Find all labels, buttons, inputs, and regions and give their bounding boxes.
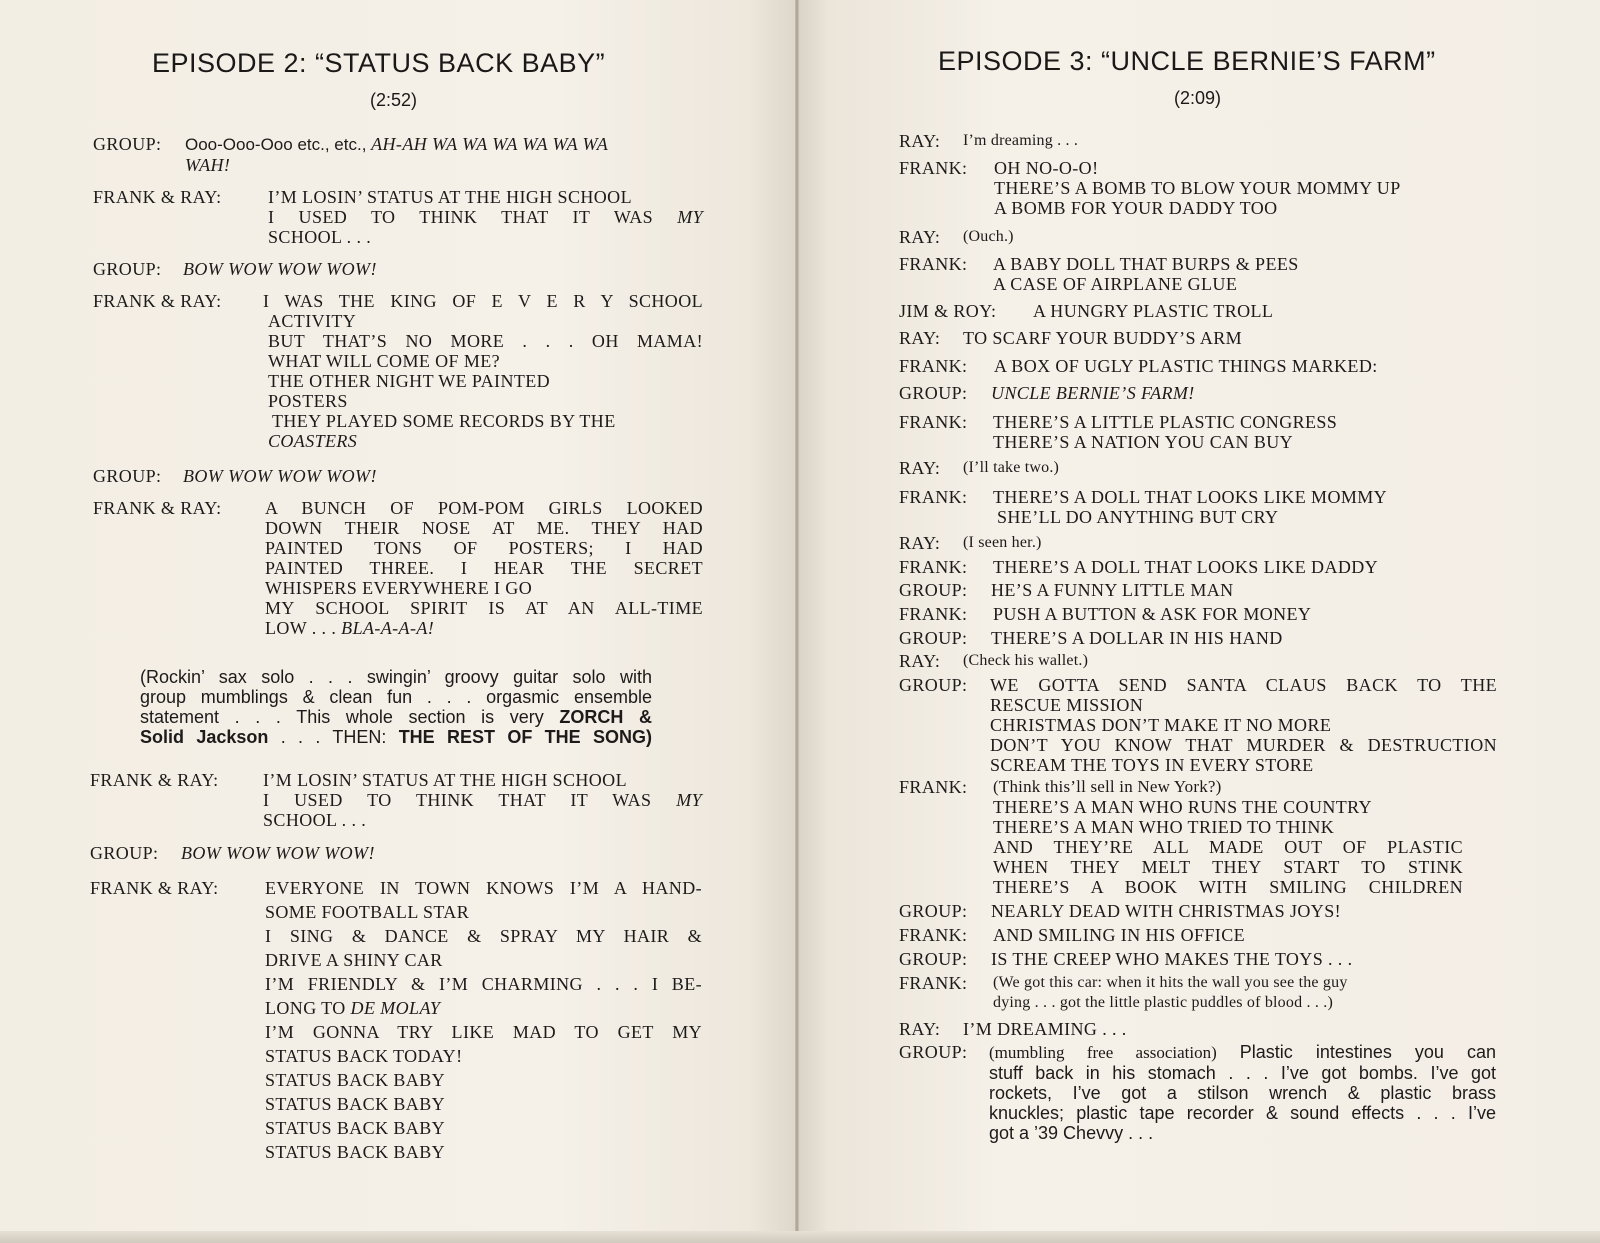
line: I’M FRIENDLY & I’M CHARMING . . . I BE- [265,974,702,994]
line: DRIVE A SHINY CAR [265,950,443,970]
line: I USED TO THINK THAT IT WAS MY [268,207,703,227]
entry-lines [993,254,1299,294]
line: THERE’S A MAN WHO RUNS THE COUNTRY [993,797,1372,817]
line: AND SMILING IN HIS OFFICE [993,925,1246,945]
line: I USED TO THINK THAT IT WAS MY [263,790,702,810]
line: LOW . . . BLA-A-A-A! [265,618,435,638]
entry-lines [993,973,1498,1013]
episode-3-title: EPISODE 3: “UNCLE BERNIE’S FARM” [938,46,1436,76]
line: (We got this car: when it hits the wall you see the guy [993,974,1348,991]
line: DOWN THEIR NOSE AT ME. THEY HAD [265,518,703,538]
line: WE GOTTA SEND SANTA CLAUS BACK TO THE [990,675,1497,695]
speaker-label: FRANK: [899,557,968,577]
entry-lines [963,227,1014,247]
entry-lines [990,675,1497,775]
entry-lines [994,356,1378,376]
line: THERE’S A LITTLE PLASTIC CONGRESS [993,412,1338,432]
entry-lines [993,487,1387,527]
speaker-label: GROUP: [899,628,968,648]
line: PUSH A BUTTON & ASK FOR MONEY [993,604,1312,624]
speaker-label: FRANK: [899,254,968,274]
line: DON’T YOU KNOW THAT MURDER & DESTRUCTION [990,735,1497,755]
line: AND THEY’RE ALL MADE OUT OF PLASTIC [993,837,1463,857]
line: I’M GONNA TRY LIKE MAD TO GET MY [265,1022,702,1042]
speaker-label: RAY: [899,651,941,671]
line: I’M LOSIN’ STATUS AT THE HIGH SCHOOL [263,770,627,790]
line: A BOX OF UGLY PLASTIC THINGS MARKED: [994,356,1378,376]
line: THE OTHER NIGHT WE PAINTED [268,371,551,391]
entry-lines [963,328,1242,348]
line: (Check his wallet.) [963,652,1089,669]
entry-lines [263,770,702,830]
line: SOME FOOTBALL STAR [265,902,470,922]
speaker-label: FRANK: [899,973,968,993]
line: WAH! [185,155,231,175]
line: SCREAM THE TOYS IN EVERY STORE [990,755,1314,775]
speaker-label: RAY: [899,458,941,478]
line: ACTIVITY [268,311,357,331]
entry-lines [963,533,1042,553]
line: STATUS BACK BABY [265,1118,445,1138]
entry-lines [185,134,795,175]
entry-lines [183,466,377,486]
line: STATUS BACK BABY [265,1070,445,1090]
entry-lines [268,187,703,247]
page-gutter [795,0,799,1243]
line: THERE’S A DOLLAR IN HIS HAND [991,628,1283,648]
line: I SING & DANCE & SPRAY MY HAIR & [265,926,702,946]
line: rockets, I’ve got a stilson wrench & plastic brass [989,1083,1496,1103]
line: POSTERS [268,391,348,411]
speaker-label: FRANK & RAY: [93,498,222,518]
entry-lines [963,131,1078,151]
entry-lines [963,458,1059,478]
line: WHAT WILL COME OF ME? [268,351,501,371]
line: I WAS THE KING OF E V E R Y SCHOOL [263,291,703,311]
line: dying . . . got the little plastic puddles of blood . . .) [993,994,1334,1011]
line: A HUNGRY PLASTIC TROLL [1033,301,1274,321]
speaker-label: GROUP: [899,1042,968,1062]
speaker-label: FRANK: [899,925,968,945]
line: NEARLY DEAD WITH CHRISTMAS JOYS! [991,901,1342,921]
line: Ooo-Ooo-Ooo etc., etc., AH-AH WA WA WA WA WA WA [185,134,609,154]
speaker-label: GROUP: [899,580,968,600]
line: I’M DREAMING . . . [963,1019,1127,1039]
line: WHEN THEY MELT THEY START TO STINK [993,857,1463,877]
note-line: Solid Jackson . . . THEN: THE REST OF THE SONG) [140,727,652,747]
line: PAINTED TONS OF POSTERS; I HAD [265,538,703,558]
speaker-label: FRANK: [899,487,968,507]
entry-lines [989,1042,1496,1143]
entry-lines [963,651,1088,671]
line: WHISPERS EVERYWHERE I GO [265,578,533,598]
script-entry [93,134,703,174]
line: COASTERS [268,431,358,451]
line: OH NO-O-O! [994,158,1099,178]
line: (Think this’ll sell in New York?) [993,777,1222,796]
line: SCHOOL . . . [268,227,372,247]
entry-lines [991,383,1195,403]
entry-lines [265,876,702,1164]
entry-lines [181,843,375,863]
line: RESCUE MISSION [990,695,1144,715]
line: IS THE CREEP WHO MAKES THE TOYS . . . [991,949,1353,969]
entry-lines [265,498,703,638]
line: THERE’S A BOOK WITH SMILING CHILDREN [993,877,1463,897]
speaker-label: GROUP: [90,843,159,863]
note-line: group mumblings & clean fun . . . orgasmic ensemble [140,687,652,707]
entry-lines [991,949,1353,969]
line: BOW WOW WOW WOW! [181,843,375,863]
entry-lines [991,580,1234,600]
entry-lines [991,628,1283,648]
speaker-label: FRANK & RAY: [93,187,222,207]
line: BUT THAT’S NO MORE . . . OH MAMA! [268,331,703,351]
episode-2-title: EPISODE 2: “STATUS BACK BABY” [152,48,606,78]
line: SCHOOL . . . [263,810,367,830]
line: EVERYONE IN TOWN KNOWS I’M A HAND- [265,878,702,898]
entry-lines [993,604,1311,624]
speaker-label: FRANK & RAY: [90,770,219,790]
line: I’m dreaming . . . [963,132,1079,149]
page-bottom-edge [0,1231,1600,1243]
entry-lines [993,557,1378,577]
speaker-label: GROUP: [899,901,968,921]
line: PAINTED THREE. I HEAR THE SECRET [265,558,703,578]
episode-3-duration: (2:09) [1174,88,1222,108]
entry-lines [1033,301,1273,321]
speaker-label: JIM & ROY: [899,301,997,321]
speaker-label: FRANK: [899,158,968,178]
speaker-label: FRANK & RAY: [90,878,219,898]
line: knuckles; plastic tape recorder & sound effects . . . I’ve [989,1103,1496,1123]
left-page [0,0,797,1243]
line: A BABY DOLL THAT BURPS & PEES [993,254,1299,274]
line: (I’ll take two.) [963,459,1060,476]
instrumental-note [140,667,652,747]
line: THERE’S A NATION YOU CAN BUY [993,432,1294,452]
line: A CASE OF AIRPLANE GLUE [993,274,1238,294]
note-line: (Rockin’ sax solo . . . swingin’ groovy guitar solo with [140,667,652,687]
line: A BOMB FOR YOUR DADDY TOO [994,198,1278,218]
right-page [797,0,1600,1243]
entry-lines [183,259,377,279]
speaker-label: GROUP: [899,949,968,969]
line: (I seen her.) [963,534,1042,551]
note-line: statement . . . This whole section is very ZORCH & [140,707,652,727]
line: LONG TO DE MOLAY [265,998,441,1018]
speaker-label: RAY: [899,533,941,553]
line: I’M LOSIN’ STATUS AT THE HIGH SCHOOL [268,187,632,207]
line: THERE’S A DOLL THAT LOOKS LIKE DADDY [993,557,1379,577]
entry-lines [963,1019,1127,1039]
entry-lines [993,412,1337,452]
line: THERE’S A BOMB TO BLOW YOUR MOMMY UP [994,178,1401,198]
line: BOW WOW WOW WOW! [183,466,377,486]
speaker-label: RAY: [899,1019,941,1039]
line: CHRISTMAS DON’T MAKE IT NO MORE [990,715,1332,735]
entry-lines [993,925,1245,945]
speaker-label: FRANK: [899,412,968,432]
line: THERE’S A MAN WHO TRIED TO THINK [993,817,1335,837]
line: (Ouch.) [963,228,1014,245]
line: THEY PLAYED SOME RECORDS BY THE [272,411,616,431]
left-entries-top [93,134,703,186]
speaker-label: RAY: [899,131,941,151]
line: BOW WOW WOW WOW! [183,259,377,279]
speaker-label: GROUP: [93,134,162,154]
speaker-label: FRANK & RAY: [93,291,222,311]
entry-lines [991,901,1341,921]
line: STATUS BACK BABY [265,1094,445,1114]
line: UNCLE BERNIE’S FARM! [991,383,1195,403]
speaker-label: GROUP: [899,675,968,695]
line: MY SCHOOL SPIRIT IS AT AN ALL-TIME [265,598,703,618]
speaker-label: GROUP: [93,466,162,486]
line: THERE’S A DOLL THAT LOOKS LIKE MOMMY [993,487,1388,507]
line: got a ’39 Chevvy . . . [989,1123,1154,1143]
line: stuff back in his stomach . . . I’ve got bombs. I’ve got [989,1063,1496,1083]
entry-lines [993,777,1463,897]
speaker-label: RAY: [899,227,941,247]
entry-lines [994,158,1401,218]
line: A BUNCH OF POM-POM GIRLS LOOKED [265,498,703,518]
line: (mumbling free association) Plastic intestines you can [989,1042,1497,1062]
line: STATUS BACK TODAY! [265,1046,463,1066]
speaker-label: FRANK: [899,777,968,797]
episode-2-duration: (2:52) [370,90,418,110]
speaker-label: FRANK: [899,604,968,624]
line: HE’S A FUNNY LITTLE MAN [991,580,1234,600]
entry-lines [263,291,703,451]
speaker-label: GROUP: [899,383,968,403]
line: TO SCARF YOUR BUDDY’S ARM [963,328,1243,348]
speaker-label: GROUP: [93,259,162,279]
speaker-label: RAY: [899,328,941,348]
speaker-label: FRANK: [899,356,968,376]
line: SHE’LL DO ANYTHING BUT CRY [997,507,1279,527]
line: STATUS BACK BABY [265,1142,445,1162]
